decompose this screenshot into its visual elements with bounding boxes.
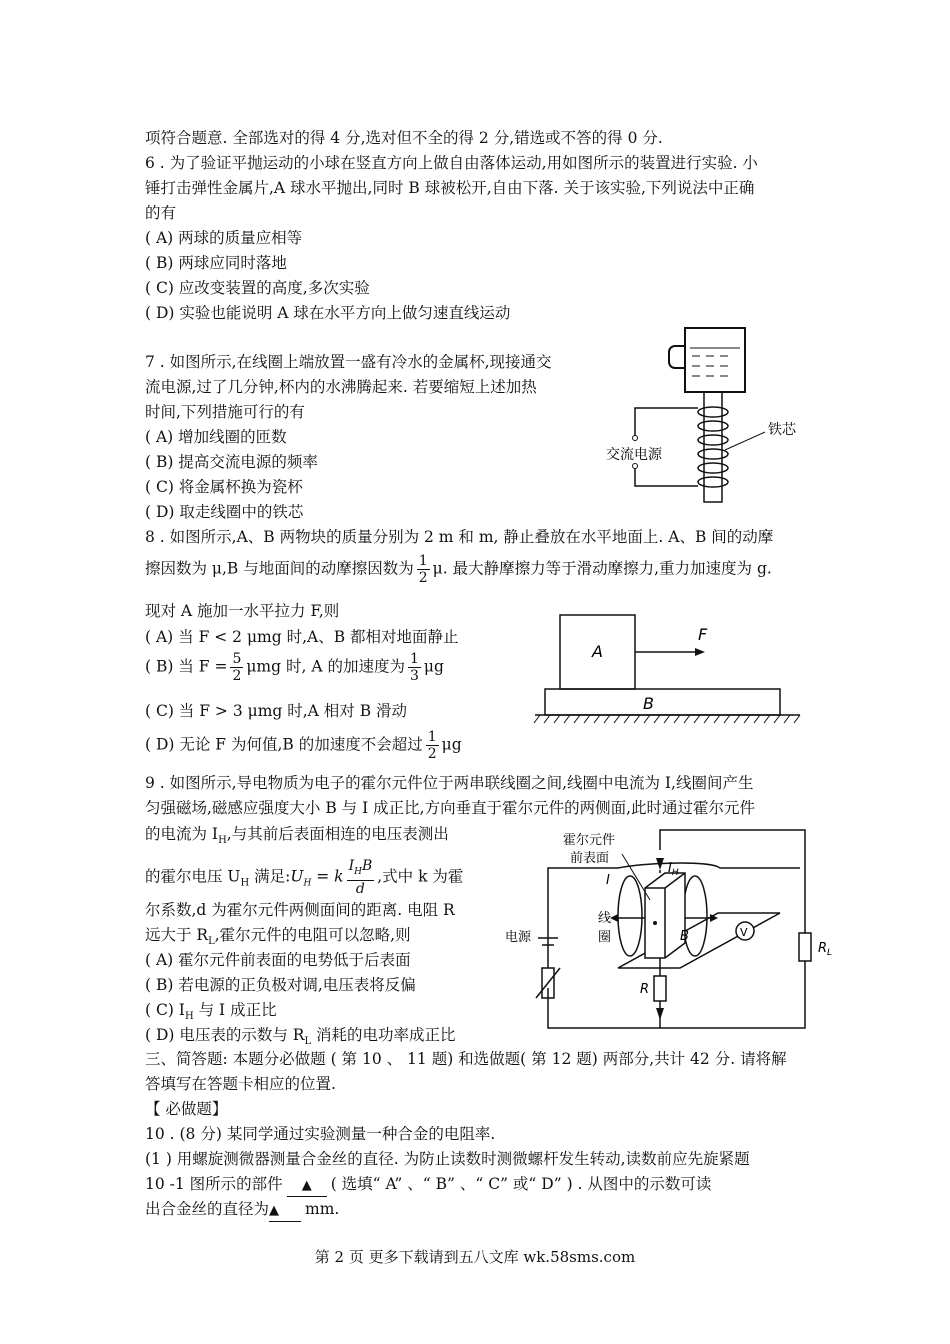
q10-stem-4: [145, 1199, 339, 1222]
q9-stem-3-a: 的电流为 I: [145, 825, 219, 843]
q6-stem-1: 6 . 为了验证平抛运动的小球在竖直方向上做自由落体运动,用如图所示的装置进行实验. 小: [145, 154, 758, 172]
q8-option-d-b: μg: [441, 735, 462, 754]
five-denominator: 2: [232, 668, 242, 684]
q6-option-b: ( B) 两球应同时落地: [145, 254, 287, 272]
formula-eq: = k: [311, 867, 344, 886]
q9-option-c-sub: H: [184, 1011, 194, 1023]
q10-stem-3: [145, 1174, 711, 1197]
q8-option-a: ( A) 当 F < 2 μmg 时,A、B 都相对地面静止: [145, 628, 459, 646]
q8-stem-2: [145, 553, 772, 586]
q9-stem-1: 9 . 如图所示,导电物质为电子的霍尔元件位于两串联线圈之间,线圈中电流为 I,线圈间产生: [145, 774, 754, 792]
q9-option-d-a: ( D) 电压表的示数与 R: [145, 1026, 305, 1044]
q8-option-b-a: ( B) 当 F =: [145, 657, 228, 676]
q9-stem-4-c: ,式中 k 为霍: [377, 867, 464, 886]
fraction-five-halves: [230, 651, 243, 684]
q9-option-b: ( B) 若电源的正负极对调,电压表将反偏: [145, 976, 416, 994]
q7-stem-3: 时间,下列措施可行的有: [145, 403, 305, 421]
q9-stem-6-sub: L: [208, 936, 215, 948]
q7-stem-2: 流电源,过了几分钟,杯内的水沸腾起来. 若要缩短上述加热: [145, 378, 537, 396]
q8-option-b: [145, 651, 444, 684]
q10-stem-3-b: ( 选填“ A” 、“ B” 、“ C” 或“ D” ) . 从图中的示数可读: [330, 1175, 712, 1193]
iron-core-label: 铁芯: [768, 422, 796, 438]
q9-stem-3-b: ,与其前后表面相连的电压表测出: [226, 825, 449, 843]
q7-stem-1: 7 . 如图所示,在线圈上端放置一盛有冷水的金属杯,现接通交: [145, 353, 552, 371]
q7-figure: [600, 320, 820, 520]
q9-stem-6-a: 远大于 R: [145, 926, 209, 944]
fraction-half-d: [426, 729, 439, 762]
hall-element-label: 霍尔元件: [563, 833, 616, 848]
q9-stem-3-sub: H: [218, 835, 227, 847]
ih-label-main: I: [668, 861, 672, 876]
q10-stem-4-a: 出合金丝的直径为: [145, 1200, 270, 1218]
answer-blank-1[interactable]: ▲: [287, 1176, 327, 1197]
fraction-half: [417, 553, 430, 586]
q8-stem-3: 现对 A 施加一水平拉力 F,则: [145, 602, 340, 620]
formula-num-sub: H: [354, 866, 362, 877]
q10-stem-2: (1 ) 用螺旋测微器测量合金丝的直径. 为防止读数时测微螺杆发生转动,读数前应先旋紧题: [145, 1150, 750, 1168]
page-footer: 第 2 页 更多下载请到五八文库 wk.58sms.com: [314, 1248, 636, 1266]
q9-option-c: [145, 1000, 277, 1027]
q7-option-c: ( C) 将金属杯换为瓷杯: [145, 478, 303, 496]
third-denominator: 3: [409, 668, 419, 684]
voltmeter-label: V: [740, 926, 748, 939]
third-numerator: 1: [409, 651, 419, 667]
q9-option-c-a: ( C) I: [145, 1001, 185, 1019]
ac-source-label: 交流电源: [606, 447, 662, 463]
field-b-label: B: [680, 929, 689, 944]
q9-option-a: ( A) 霍尔元件前表面的电势低于后表面: [145, 951, 411, 969]
q9-stem-2: 匀强磁场,磁感应强度大小 B 与 I 成正比,方向垂直于霍尔元件的两侧面,此时通过霍尔元件: [145, 799, 756, 817]
q8-option-b-c: μg: [423, 657, 444, 676]
q8-stem-1: 8 . 如图所示,A、B 两物块的质量分别为 2 m 和 m, 静止叠放在水平地面上. A、B 间的动摩: [145, 528, 774, 546]
q10-stem-1: 10 . (8 分) 某同学通过实验测量一种合金的电阻率.: [145, 1125, 496, 1143]
q9-stem-6-b: ,霍尔元件的电阻可以忽略,则: [214, 926, 411, 944]
q9-stem-6: [145, 925, 411, 952]
q8-figure: [530, 605, 810, 730]
q9-stem-4-a: 的霍尔电压 U: [145, 867, 241, 886]
block-a-label: A: [592, 642, 603, 661]
q9-option-d-b: 消耗的电功率成正比: [311, 1026, 456, 1044]
q8-stem-2-b: μ. 最大静摩擦力等于滑动摩擦力,重力加速度为 g.: [432, 559, 772, 578]
q6-option-d: ( D) 实验也能说明 A 球在水平方向上做匀速直线运动: [145, 304, 511, 322]
formula-u: U: [290, 867, 304, 886]
rl-sub: L: [827, 948, 833, 958]
q9-stem-4-sub: H: [240, 877, 250, 889]
q9-stem-5: 尔系数,d 为霍尔元件两侧面间的距离. 电阻 R: [145, 901, 455, 919]
ih-label-sub: H: [671, 868, 679, 878]
half-denominator: 2: [418, 570, 428, 586]
rl-main: R: [818, 941, 828, 956]
power-source-label: 电源: [505, 930, 532, 945]
q8-option-d-a: ( D) 无论 F 为何值,B 的加速度不会超过: [145, 735, 423, 754]
q6-option-a: ( A) 两球的质量应相等: [145, 229, 303, 247]
q9-option-c-b: 与 I 成正比: [193, 1001, 277, 1019]
q8-option-d: [145, 729, 462, 762]
q9-option-d-sub: L: [304, 1036, 312, 1048]
half-numerator-d: 1: [427, 729, 437, 745]
q7-option-b: ( B) 提高交流电源的频率: [145, 453, 318, 471]
q9-stem-4-b: 满足:: [249, 867, 291, 886]
five-numerator: 5: [232, 651, 242, 667]
fraction-third: [408, 651, 421, 684]
q8-stem-2-a: 擦因数为 μ,B 与地面间的动摩擦因数为: [145, 559, 414, 578]
section3-line-3: 【 必做题】: [145, 1100, 228, 1118]
q6-stem-3: 的有: [145, 204, 177, 222]
q10-stem-3-a: 10 -1 图所示的部件: [145, 1175, 283, 1193]
q7-option-a: ( A) 增加线圈的匝数: [145, 428, 287, 446]
q10-stem-4-b: mm.: [305, 1200, 340, 1218]
q9-stem-3: [145, 824, 449, 851]
resistor-rl-label: [818, 941, 832, 958]
q6-stem-2: 锤打击弹性金属片,A 球水平抛出,同时 B 球被松开,自由下落. 关于该实验,下列说法中正确: [145, 179, 755, 197]
answer-blank-2[interactable]: ▲: [269, 1201, 301, 1222]
coil-label-1: 线: [598, 911, 612, 926]
coil-label-2: 圈: [598, 930, 612, 945]
q7-option-d: ( D) 取走线圈中的铁芯: [145, 503, 304, 521]
half-denominator-d: 2: [427, 746, 437, 762]
q6-option-c: ( C) 应改变装置的高度,多次实验: [145, 279, 370, 297]
q9-figure: [500, 828, 850, 1033]
block-b-label: B: [643, 694, 654, 713]
q9-stem-4: [145, 858, 463, 897]
q8-option-b-b: μmg 时, A 的加速度为: [246, 657, 405, 676]
front-surface-label: 前表面: [570, 851, 610, 866]
resistor-r-label: R: [640, 982, 650, 997]
formula-fraction: [347, 858, 375, 897]
formula-num-i: I: [348, 858, 355, 874]
coil-current-label: I: [606, 873, 610, 888]
section3-line-2: 答填写在答题卡相应的位置.: [145, 1075, 336, 1093]
force-f-label: F: [698, 625, 708, 644]
q8-option-c: ( C) 当 F > 3 μmg 时,A 相对 B 滑动: [145, 702, 408, 720]
intro-line: 项符合题意. 全部选对的得 4 分,选对但不全的得 2 分,错选或不答的得 0 分.: [145, 129, 663, 147]
formula-num-b: B: [361, 858, 373, 874]
formula-u-sub: H: [303, 878, 312, 889]
half-numerator: 1: [418, 553, 428, 569]
section3-line-1: 三、简答题: 本题分必做题 ( 第 10 、 11 题) 和选做题( 第 12 题) 两部分,共计 42 分. 请将解: [145, 1050, 787, 1068]
formula-den: d: [355, 880, 365, 897]
